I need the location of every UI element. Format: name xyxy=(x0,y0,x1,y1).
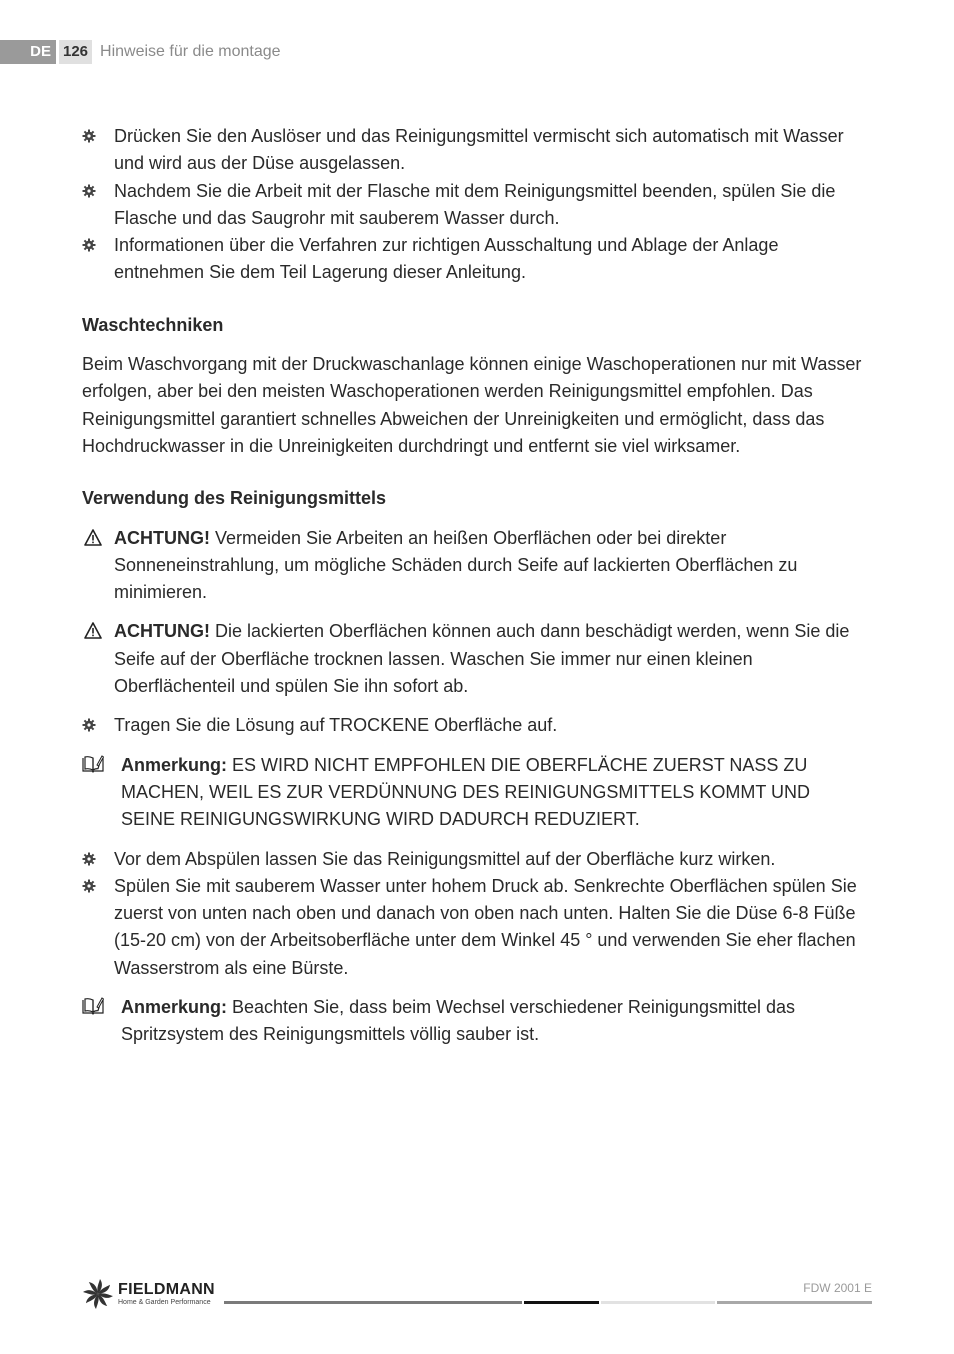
note-label: Anmerkung: xyxy=(121,997,228,1018)
page-header xyxy=(0,40,281,64)
footer-divider-segment xyxy=(601,1301,715,1304)
brand-name: FIELDMANN xyxy=(118,1281,215,1298)
gear-bullet-icon xyxy=(82,184,96,198)
gear-bullet-icon xyxy=(82,879,96,893)
note-book-icon xyxy=(82,997,104,1015)
brand-tagline: Home & Garden Performance xyxy=(118,1299,211,1306)
list-item xyxy=(82,232,862,287)
note-text: ES WIRD NICHT EMPFOHLEN DIE OBERFLÄCHE ZUERST NASS ZU MACHEN, WEIL ES ZUR VERDÜNNUNG DES REINIGUNGSMITTELS KOMMT UND SEINE REINIGUNGSWIRKUNG WIRD DADURCH REDUZIERT. xyxy=(121,754,811,830)
warning-block xyxy=(82,618,862,700)
note-label: Anmerkung: xyxy=(121,754,228,775)
section-heading: Verwendung des Reinigungsmittels xyxy=(82,488,387,509)
section-title: Hinweise für die montage xyxy=(100,43,281,60)
gear-bullet-icon xyxy=(82,129,96,143)
warning-block xyxy=(82,525,862,607)
list-item-text: Drücken Sie den Auslöser und das Reinigungsmittel vermischt sich automatisch mit Wasser und wird aus der Düse ausgelassen. xyxy=(114,126,844,174)
footer-divider-segment xyxy=(224,1301,522,1304)
main-content xyxy=(82,123,862,1049)
warning-triangle-icon xyxy=(84,622,102,639)
brand-text xyxy=(118,1282,215,1306)
language-tab: DE xyxy=(0,40,56,64)
warning-triangle-icon xyxy=(84,529,102,546)
list-item xyxy=(82,178,862,233)
model-number: FDW 2001 E xyxy=(803,1281,872,1295)
page-number: 126 xyxy=(59,40,92,64)
list-item xyxy=(82,873,862,982)
gear-bullet-icon xyxy=(82,238,96,252)
warning-text: Die lackierten Oberflächen können auch dann beschädigt werden, wenn Sie die Seife auf der Oberfläche trocknen lassen. Waschen Sie immer nur einen kleinen Oberflächenteil und spülen Sie ihn sofort ab. xyxy=(114,621,850,697)
list-item-text: Nachdem Sie die Arbeit mit der Flasche mit dem Reinigungsmittel beenden, spülen Sie die Flasche und das Saugrohr mit sauberem Wasser durch. xyxy=(114,180,836,228)
list-item-text: Informationen über die Verfahren zur richtigen Ausschaltung und Ablage der Anlage entnehmen Sie dem Teil Lagerung dieser Anleitung. xyxy=(114,235,779,283)
warning-label: ACHTUNG! xyxy=(114,621,210,642)
section-paragraph: Beim Waschvorgang mit der Druckwaschanlage können einige Waschoperationen nur mit Wasser erfolgen, aber bei den meisten Waschoperationen werden Reinigungsmittel empfohlen. Das Reinigungsmittel garantiert schnelles Abweichen der Unreinigkeiten und ermöglicht, dass das Hochdruckwasser in die Unreinigkeiten durchdringt und entfernt sie viel wirksamer. xyxy=(82,354,862,456)
list-item-text: Spülen Sie mit sauberem Wasser unter hohem Druck ab. Senkrechte Oberflächen spülen Sie zuerst von unten nach oben und danach von oben nach unten. Halten Sie die Düse 6-8 Füße (15-20 cm) von der Arbeitsoberfläche unter dem Winkel 45 ° und verwenden Sie eher flachen Wasserstrom als eine Bürste. xyxy=(114,875,857,978)
gear-bullet-icon xyxy=(82,852,96,866)
list-item xyxy=(82,123,862,178)
list-item xyxy=(82,712,862,739)
list-item-text: Vor dem Abspülen lassen Sie das Reinigungsmittel auf der Oberfläche kurz wirken. xyxy=(114,848,776,869)
footer-divider-segment xyxy=(717,1301,872,1304)
warning-label: ACHTUNG! xyxy=(114,527,210,548)
note-text: Beachten Sie, dass beim Wechsel verschiedener Reinigungsmittel das Spritzsystem des Reinigungsmittels völlig sauber ist. xyxy=(121,997,795,1045)
brand-logo xyxy=(82,1278,215,1310)
note-block xyxy=(82,994,862,1049)
gear-bullet-icon xyxy=(82,718,96,732)
note-book-icon xyxy=(82,755,104,773)
section-heading: Waschtechniken xyxy=(82,314,224,335)
fieldmann-swirl-logo xyxy=(82,1278,114,1310)
note-block xyxy=(82,752,862,834)
warning-text: Vermeiden Sie Arbeiten an heißen Oberflächen oder bei direkter Sonneneinstrahlung, um mögliche Schäden durch Seife auf lackierten Oberflächen zu minimieren. xyxy=(114,527,798,603)
list-item xyxy=(82,846,862,873)
footer-divider-segment xyxy=(524,1301,599,1304)
list-item-text: Tragen Sie die Lösung auf TROCKENE Oberfläche auf. xyxy=(114,715,558,736)
